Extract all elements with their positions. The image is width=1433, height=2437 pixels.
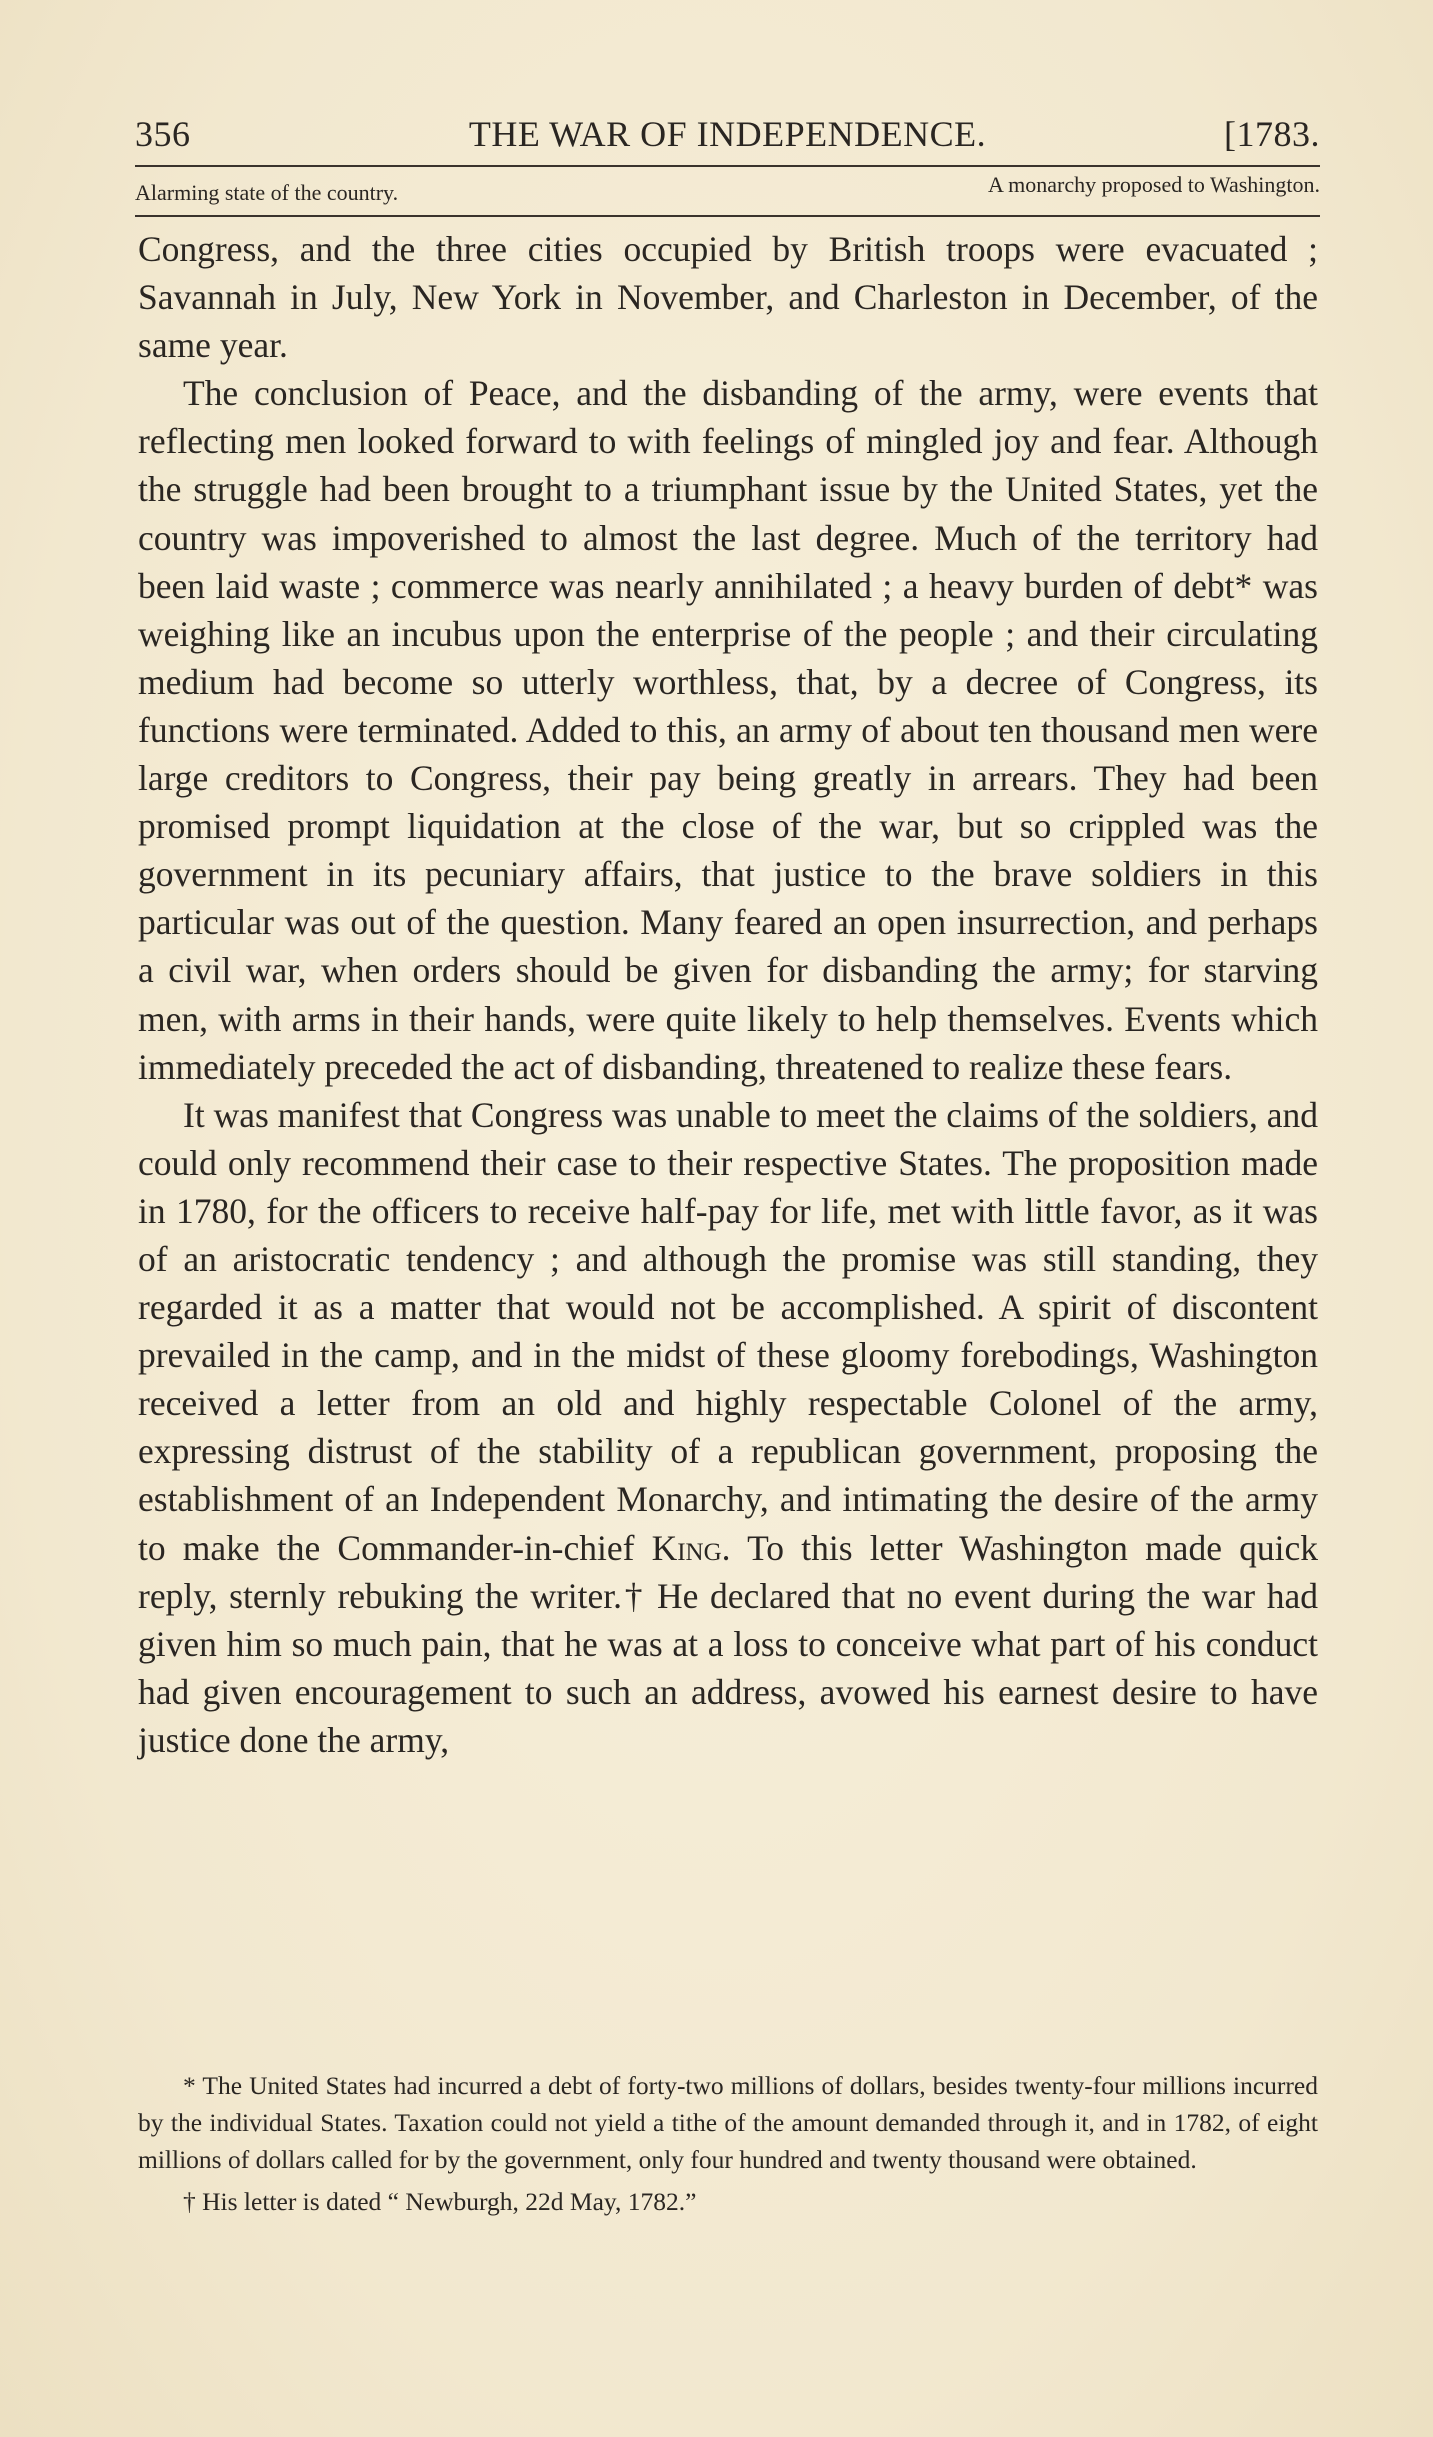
footnotes — [138, 2067, 1318, 2220]
paragraph-text-before-king: It was manifest that Congress was unable to meet the claims of the soldiers, and could only recommend their case to their respective States. The proposition made in 1780, for the officers to receive half-pay for life, met with little favor, as it was of an aristocratic tendency ; and although the promise was still standing, they regarded it as a matter that would not be accomplished. A spirit of discontent prevailed in the camp, and in the midst of these gloomy forebodings, Washington received a letter from an old and highly respectable Colonel of the army, expressing distrust of the stability of a republican government, proposing the establishment of an Independent Monarchy, and intimating the desire of the army to make the Commander-in-chief — [138, 1094, 1318, 1568]
paragraph-text-after-king: To this letter Washington made quick reply, sternly rebuking the writer.† He declared that no event during the war had given him so much pain, that he was at a loss to conceive what part of his conduct had given encouragement to such an address, avowed his earnest desire to have justice done the army, — [138, 1527, 1318, 1760]
footnote-letter-date: † His letter is dated “ Newburgh, 22d May, 1782.” — [183, 2187, 697, 2216]
paragraph-continuation: Congress, and the three cities occupied by British troops were evacuated ; Savannah in July, New York in November, and Charleston in December, of the same year. — [138, 229, 1318, 366]
subhead-right: A monarchy proposed to Washington. — [987, 172, 1320, 197]
header-rule-bottom — [135, 215, 1320, 217]
body-text — [138, 225, 1318, 1764]
year-marker: [1783. — [1224, 114, 1320, 154]
marginal-subheads — [135, 172, 1320, 212]
running-head — [135, 105, 1320, 165]
king-small-caps: King. — [651, 1527, 731, 1568]
page-number: 356 — [135, 114, 191, 154]
paragraph-peace-and-disbanding: The conclusion of Peace, and the disbanding of the army, were events that reflecting men looked forward to with feelings of mingled joy and fear. Although the struggle had been brought to a triumphant issue by the United States, yet the country was impoverished to almost the last degree. Much of the territory had been laid waste ; commerce was nearly annihilated ; a heavy burden of debt* was weighing like an incubus upon the enterprise of the people ; and their circulating medium had become so utterly worthless, that, by a decree of Congress, its functions were terminated. Added to this, an army of about ten thousand men were large creditors to Congress, their pay being greatly in arrears. They had been promised prompt liquidation at the close of the war, but so crippled was the government in its pecuniary affairs, that justice to the brave soldiers in this particular was out of the question. Many feared an open insurrection, and perhaps a civil war, when orders should be given for disbanding the army; for starving men, with arms in their hands, were quite likely to help themselves. Events which immediately preceded the act of disbanding, threatened to realize these fears. — [138, 373, 1318, 1087]
book-title: THE WAR OF INDEPENDENCE. — [468, 114, 987, 154]
footnote-debt: * The United States had incurred a debt of forty-two millions of dollars, besides twenty-four millions incurred by the individual States. Taxation could not yield a tithe of the amount demanded through it, and in 1782, of eight millions of dollars called for by the government, only four hundred and twenty thousand were obtained. — [138, 2071, 1318, 2174]
paragraph-monarchy-proposal — [138, 1091, 1318, 1764]
header-rule-top — [135, 165, 1320, 167]
subhead-left: Alarming state of the country. — [135, 180, 399, 205]
